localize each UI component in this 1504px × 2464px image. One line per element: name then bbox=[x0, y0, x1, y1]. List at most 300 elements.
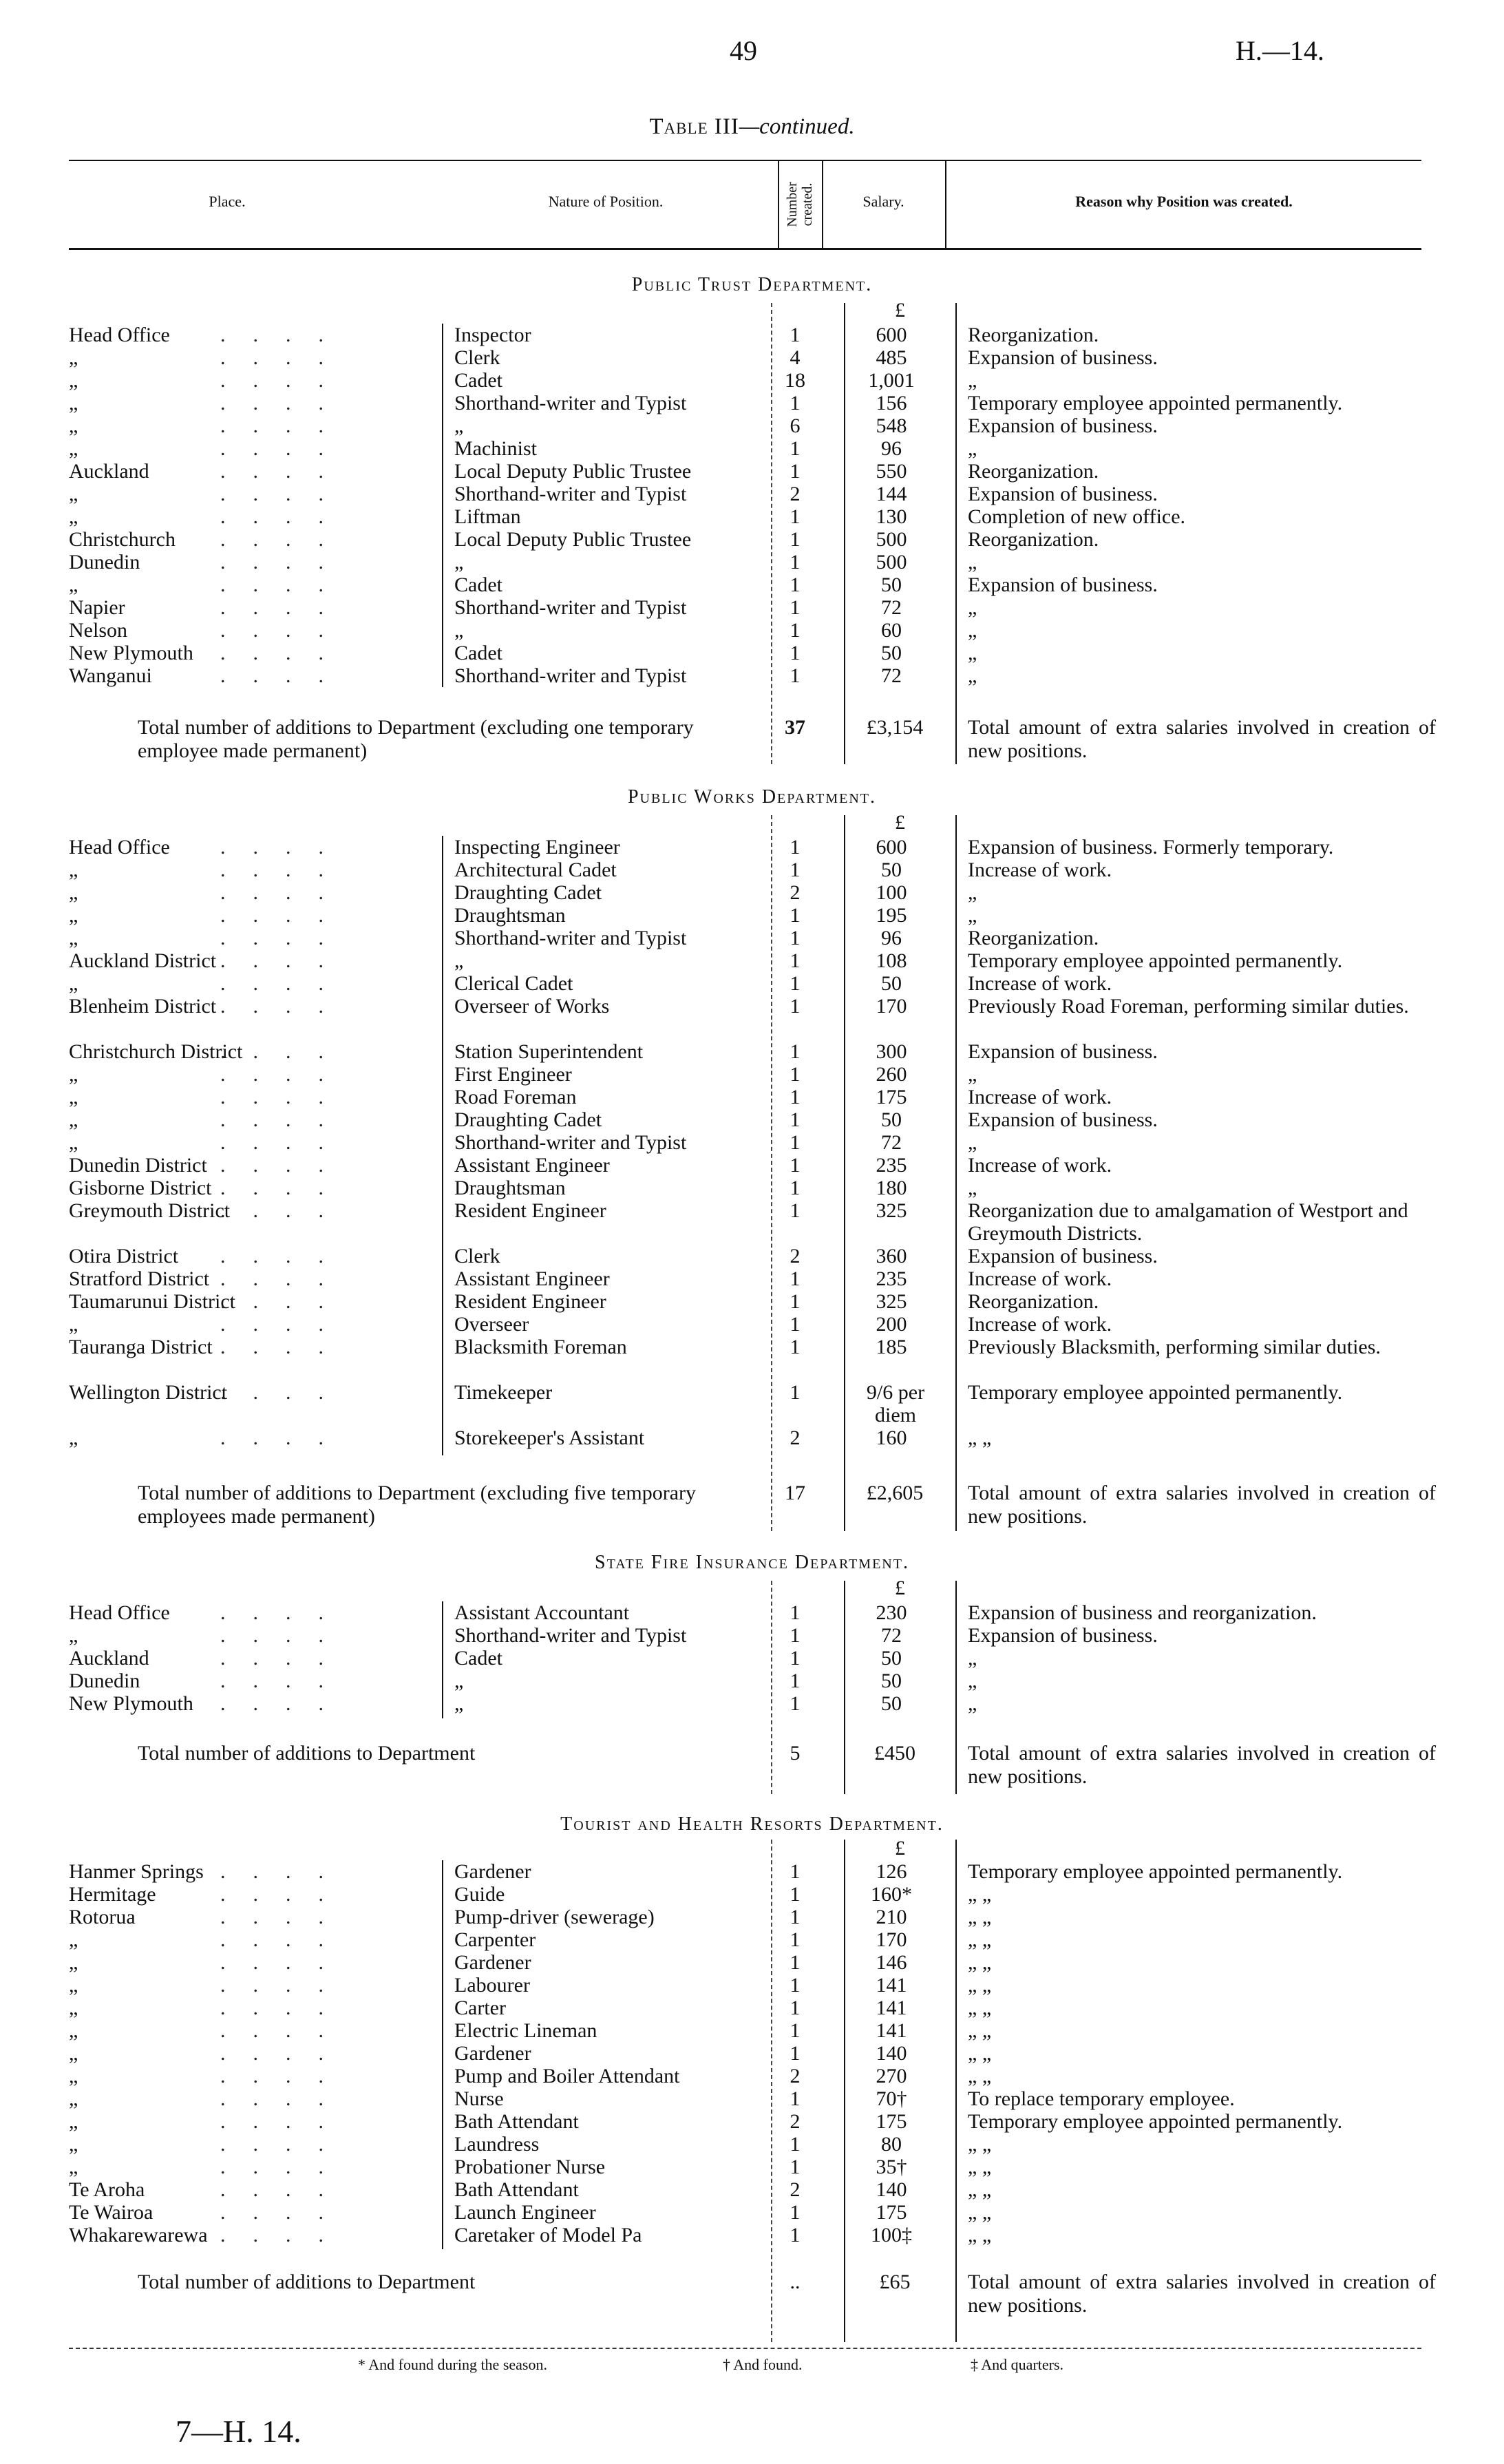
column-rule bbox=[771, 1581, 772, 1794]
nature-cell: Shorthand-writer and Typist bbox=[454, 483, 687, 505]
salary-cell: 156 bbox=[876, 392, 907, 414]
nature-cell: Timekeeper bbox=[454, 1381, 553, 1404]
place-cell: „ bbox=[69, 1624, 78, 1647]
leader-dots: .... bbox=[220, 1154, 351, 1177]
number-cell: 1 bbox=[790, 596, 801, 619]
number-cell: 1 bbox=[790, 1177, 801, 1199]
nature-cell: Probationer Nurse bbox=[454, 2156, 606, 2178]
table-row bbox=[0, 2065, 1504, 2087]
signature-mark: 7—H. 14. bbox=[176, 2414, 301, 2449]
nature-cell: Draughtsman bbox=[454, 904, 566, 927]
table-row bbox=[0, 1131, 1504, 1154]
place-cell: „ bbox=[69, 505, 78, 528]
leader-dots: .... bbox=[220, 1951, 351, 1974]
table-title bbox=[0, 114, 1504, 140]
table-row bbox=[0, 1624, 1504, 1647]
place-cell: Nelson bbox=[69, 619, 127, 642]
leader-dots: .... bbox=[220, 1670, 351, 1692]
number-cell: 1 bbox=[790, 1928, 801, 1951]
place-cell: „ bbox=[69, 437, 78, 460]
salary-cell: 550 bbox=[876, 460, 907, 483]
number-cell: 1 bbox=[790, 1040, 801, 1063]
table-row bbox=[0, 619, 1504, 642]
leader-dots: .... bbox=[220, 881, 351, 904]
table-row bbox=[0, 927, 1504, 949]
leader-dots: .... bbox=[220, 995, 351, 1018]
reason-cell: Increase of work. bbox=[968, 1154, 1112, 1177]
place-cell: Blenheim District bbox=[69, 995, 217, 1018]
reason-cell: „ „ bbox=[968, 1426, 992, 1449]
header-place: Place. bbox=[209, 193, 246, 210]
table-row bbox=[0, 881, 1504, 904]
number-cell: 1 bbox=[790, 551, 801, 573]
number-cell: 2 bbox=[790, 2065, 801, 2087]
section-rows bbox=[0, 1860, 1504, 2246]
table-header bbox=[69, 160, 1421, 251]
nature-cell: Storekeeper's Assistant bbox=[454, 1426, 645, 1449]
currency-symbol: £ bbox=[895, 1837, 905, 1860]
total-reason: Total amount of extra salaries involved in creation of new positions. bbox=[968, 1742, 1436, 1788]
number-cell: 1 bbox=[790, 1063, 801, 1086]
salary-cell: 170 bbox=[876, 995, 907, 1018]
leader-dots: .... bbox=[220, 1336, 351, 1358]
number-cell: 1 bbox=[790, 1381, 801, 1404]
leader-dots: .... bbox=[220, 1928, 351, 1951]
total-number: .. bbox=[790, 2271, 801, 2293]
column-rule bbox=[955, 303, 957, 764]
nature-cell: Local Deputy Public Trustee bbox=[454, 528, 692, 551]
salary-cell: 500 bbox=[876, 528, 907, 551]
reason-cell: „ „ bbox=[968, 2178, 992, 2201]
number-cell: 4 bbox=[790, 346, 801, 369]
nature-cell: Labourer bbox=[454, 1974, 530, 1997]
reason-cell: „ „ bbox=[968, 2224, 992, 2246]
column-rule bbox=[844, 1840, 845, 2342]
number-cell: 1 bbox=[790, 1860, 801, 1883]
table-row bbox=[0, 972, 1504, 995]
salary-cell: 270 bbox=[876, 2065, 907, 2087]
reason-cell: „ „ bbox=[968, 2065, 992, 2087]
place-cell: Te Wairoa bbox=[69, 2201, 153, 2224]
header-nature: Nature of Position. bbox=[548, 193, 664, 210]
place-cell: New Plymouth bbox=[69, 642, 193, 664]
place-cell: Stratford District bbox=[69, 1267, 210, 1290]
leader-dots: .... bbox=[220, 324, 351, 346]
place-cell: Dunedin bbox=[69, 551, 140, 573]
table-row bbox=[0, 1928, 1504, 1951]
table-row bbox=[0, 1313, 1504, 1336]
table-row bbox=[0, 528, 1504, 551]
total-label: Total number of additions to Department bbox=[138, 1742, 476, 1765]
table-row bbox=[0, 1426, 1504, 1449]
number-cell: 2 bbox=[790, 483, 801, 505]
table-row bbox=[0, 369, 1504, 392]
reason-cell: Increase of work. bbox=[968, 1267, 1112, 1290]
number-cell: 1 bbox=[790, 949, 801, 972]
reason-cell: „ bbox=[968, 619, 977, 642]
table-row bbox=[0, 1040, 1504, 1063]
reason-cell: „ bbox=[968, 369, 977, 392]
table-row bbox=[0, 1336, 1504, 1381]
number-cell: 1 bbox=[790, 1974, 801, 1997]
column-rule bbox=[442, 1860, 443, 2249]
table-row bbox=[0, 1692, 1504, 1715]
salary-cell: 230 bbox=[876, 1601, 907, 1624]
reason-cell: Expansion of business. bbox=[968, 1245, 1158, 1267]
reason-cell: Expansion of business. bbox=[968, 1040, 1158, 1063]
place-cell: New Plymouth bbox=[69, 1692, 193, 1715]
salary-cell: 60 bbox=[881, 619, 902, 642]
leader-dots: .... bbox=[220, 1313, 351, 1336]
place-cell: „ bbox=[69, 2019, 78, 2042]
leader-dots: .... bbox=[220, 1381, 351, 1404]
number-cell: 2 bbox=[790, 881, 801, 904]
leader-dots: .... bbox=[220, 392, 351, 414]
salary-cell: 126 bbox=[876, 1860, 907, 1883]
nature-cell: Shorthand-writer and Typist bbox=[454, 1624, 687, 1647]
salary-cell: 96 bbox=[881, 927, 902, 949]
nature-cell: Shorthand-writer and Typist bbox=[454, 596, 687, 619]
salary-cell: 72 bbox=[881, 1624, 902, 1647]
nature-cell: Clerk bbox=[454, 346, 500, 369]
table-row bbox=[0, 1951, 1504, 1974]
nature-cell: „ bbox=[454, 619, 464, 642]
place-cell: Gisborne District bbox=[69, 1177, 212, 1199]
place-cell: „ bbox=[69, 1131, 78, 1154]
column-rule bbox=[442, 836, 443, 1455]
nature-cell: Machinist bbox=[454, 437, 537, 460]
nature-cell: Assistant Engineer bbox=[454, 1267, 610, 1290]
section-rows bbox=[0, 1601, 1504, 1715]
total-label: Total number of additions to Department (excluding one temporary employee made permanent) bbox=[138, 716, 694, 762]
place-cell: „ bbox=[69, 1997, 78, 2019]
salary-cell: 141 bbox=[876, 1997, 907, 2019]
table-row bbox=[0, 1647, 1504, 1670]
nature-cell: Inspecting Engineer bbox=[454, 836, 620, 859]
header-divider bbox=[945, 160, 946, 249]
total-reason: Total amount of extra salaries involved in creation of new positions. bbox=[968, 2271, 1436, 2317]
leader-dots: .... bbox=[220, 505, 351, 528]
reason-cell: Expansion of business. bbox=[968, 573, 1158, 596]
leader-dots: .... bbox=[220, 1177, 351, 1199]
nature-cell: Cadet bbox=[454, 573, 502, 596]
table-row bbox=[0, 836, 1504, 859]
salary-cell: 96 bbox=[881, 437, 902, 460]
nature-cell: Bath Attendant bbox=[454, 2178, 579, 2201]
salary-cell: 325 bbox=[876, 1290, 907, 1313]
leader-dots: .... bbox=[220, 369, 351, 392]
leader-dots: .... bbox=[220, 972, 351, 995]
leader-dots: .... bbox=[220, 664, 351, 687]
nature-cell: Cadet bbox=[454, 1647, 502, 1670]
table-row bbox=[0, 2224, 1504, 2246]
reason-cell: Expansion of business. Formerly temporary. bbox=[968, 836, 1334, 859]
column-rule bbox=[955, 815, 957, 1531]
table-row bbox=[0, 1906, 1504, 1928]
number-cell: 1 bbox=[790, 392, 801, 414]
total-number: 37 bbox=[785, 716, 805, 739]
salary-cell: 72 bbox=[881, 596, 902, 619]
salary-cell: 50 bbox=[881, 1692, 902, 1715]
leader-dots: .... bbox=[220, 2042, 351, 2065]
reason-cell: „ bbox=[968, 596, 977, 619]
leader-dots: .... bbox=[220, 1199, 351, 1222]
place-cell: „ bbox=[69, 972, 78, 995]
salary-cell: 141 bbox=[876, 2019, 907, 2042]
table-row bbox=[0, 551, 1504, 573]
reason-cell: Previously Blacksmith, performing similar duties. bbox=[968, 1336, 1381, 1358]
place-cell: Auckland bbox=[69, 460, 149, 483]
nature-cell: Inspector bbox=[454, 324, 531, 346]
table-title-caps: Table III bbox=[649, 114, 739, 139]
reason-cell: Temporary employee appointed permanently. bbox=[968, 1860, 1343, 1883]
salary-cell: 200 bbox=[876, 1313, 907, 1336]
column-rule bbox=[771, 303, 772, 764]
salary-cell: 50 bbox=[881, 972, 902, 995]
table-row bbox=[0, 505, 1504, 528]
nature-cell: Electric Lineman bbox=[454, 2019, 597, 2042]
place-cell: Te Aroha bbox=[69, 2178, 145, 2201]
header-number: Number created. bbox=[785, 182, 816, 227]
total-salary: £450 bbox=[874, 1742, 915, 1765]
reason-cell: „ „ bbox=[968, 2201, 992, 2224]
number-cell: 1 bbox=[790, 1883, 801, 1906]
number-cell: 1 bbox=[790, 1336, 801, 1358]
table-row bbox=[0, 1108, 1504, 1131]
reason-cell: Expansion of business. bbox=[968, 483, 1158, 505]
currency-symbol: £ bbox=[895, 811, 905, 834]
reason-cell: „ „ bbox=[968, 1974, 992, 1997]
reason-cell: Expansion of business and reorganization. bbox=[968, 1601, 1317, 1624]
reason-cell: „ bbox=[968, 664, 977, 687]
total-label: Total number of additions to Department (excluding five temporary employees made permanent) bbox=[138, 1482, 696, 1528]
column-rule bbox=[844, 815, 845, 1531]
place-cell: Head Office bbox=[69, 836, 170, 859]
reason-cell: Increase of work. bbox=[968, 1313, 1112, 1336]
nature-cell: Overseer bbox=[454, 1313, 529, 1336]
table-row bbox=[0, 2178, 1504, 2201]
leader-dots: .... bbox=[220, 2224, 351, 2246]
leader-dots: .... bbox=[220, 2178, 351, 2201]
leader-dots: .... bbox=[220, 437, 351, 460]
salary-cell: 50 bbox=[881, 859, 902, 881]
footnote-rule bbox=[69, 2348, 1421, 2349]
table-row bbox=[0, 642, 1504, 664]
total-salary: £3,154 bbox=[866, 716, 924, 739]
place-cell: „ bbox=[69, 573, 78, 596]
number-cell: 1 bbox=[790, 2019, 801, 2042]
leader-dots: .... bbox=[220, 1906, 351, 1928]
salary-cell: 100 bbox=[876, 881, 907, 904]
section-title: Tourist and Health Resorts Department. bbox=[560, 1813, 944, 1835]
salary-cell: 70† bbox=[876, 2087, 907, 2110]
table-row bbox=[0, 2156, 1504, 2178]
leader-dots: .... bbox=[220, 414, 351, 437]
place-cell: „ bbox=[69, 414, 78, 437]
table-row bbox=[0, 2133, 1504, 2156]
number-cell: 1 bbox=[790, 904, 801, 927]
section-title: Public Trust Department. bbox=[631, 274, 873, 295]
leader-dots: .... bbox=[220, 1267, 351, 1290]
number-cell: 1 bbox=[790, 2042, 801, 2065]
section-rows bbox=[0, 324, 1504, 687]
table-row bbox=[0, 1670, 1504, 1692]
column-rule bbox=[442, 324, 443, 687]
place-cell: Dunedin District bbox=[69, 1154, 207, 1177]
number-cell: 1 bbox=[790, 859, 801, 881]
total-number: 17 bbox=[785, 1482, 805, 1504]
salary-cell: 500 bbox=[876, 551, 907, 573]
nature-cell: „ bbox=[454, 949, 464, 972]
reason-cell: Temporary employee appointed permanently. bbox=[968, 392, 1343, 414]
section-title: Public Works Department. bbox=[627, 786, 877, 808]
number-cell: 1 bbox=[790, 619, 801, 642]
salary-cell: 72 bbox=[881, 664, 902, 687]
leader-dots: .... bbox=[220, 1624, 351, 1647]
number-cell: 2 bbox=[790, 1245, 801, 1267]
place-cell: Tauranga District bbox=[69, 1336, 213, 1358]
number-cell: 1 bbox=[790, 1670, 801, 1692]
nature-cell: Road Foreman bbox=[454, 1086, 577, 1108]
salary-cell: 144 bbox=[876, 483, 907, 505]
number-cell: 2 bbox=[790, 2178, 801, 2201]
nature-cell: Clerk bbox=[454, 1245, 500, 1267]
number-cell: 1 bbox=[790, 1997, 801, 2019]
table-row bbox=[0, 2201, 1504, 2224]
reason-cell: „ bbox=[968, 1692, 977, 1715]
currency-symbol: £ bbox=[895, 1577, 905, 1599]
number-cell: 1 bbox=[790, 664, 801, 687]
nature-cell: Shorthand-writer and Typist bbox=[454, 392, 687, 414]
place-cell: Christchurch bbox=[69, 528, 176, 551]
place-cell: Auckland District bbox=[69, 949, 217, 972]
number-cell: 1 bbox=[790, 324, 801, 346]
table-row bbox=[0, 949, 1504, 972]
nature-cell: Laundress bbox=[454, 2133, 540, 2156]
reason-cell: „ „ bbox=[968, 1997, 992, 2019]
place-cell: „ bbox=[69, 881, 78, 904]
reason-cell: Increase of work. bbox=[968, 859, 1112, 881]
place-cell: Dunedin bbox=[69, 1670, 140, 1692]
header-reason: Reason why Position was created. bbox=[1075, 193, 1293, 210]
leader-dots: .... bbox=[220, 460, 351, 483]
place-cell: „ bbox=[69, 1951, 78, 1974]
column-rule bbox=[771, 1840, 772, 2342]
salary-cell: 1,001 bbox=[868, 369, 915, 392]
nature-cell: Gardener bbox=[454, 1951, 531, 1974]
place-cell: „ bbox=[69, 369, 78, 392]
place-cell: „ bbox=[69, 859, 78, 881]
salary-cell: 360 bbox=[876, 1245, 907, 1267]
number-cell: 1 bbox=[790, 2133, 801, 2156]
place-cell: Whakarewarewa bbox=[69, 2224, 208, 2246]
table-row bbox=[0, 1199, 1504, 1245]
nature-cell: Assistant Accountant bbox=[454, 1601, 630, 1624]
number-cell: 1 bbox=[790, 1906, 801, 1928]
reason-cell: „ bbox=[968, 437, 977, 460]
nature-cell: Gardener bbox=[454, 2042, 531, 2065]
nature-cell: „ bbox=[454, 551, 464, 573]
reason-cell: Reorganization. bbox=[968, 927, 1099, 949]
salary-cell: 175 bbox=[876, 2201, 907, 2224]
salary-cell: 108 bbox=[876, 949, 907, 972]
leader-dots: .... bbox=[220, 528, 351, 551]
leader-dots: .... bbox=[220, 2065, 351, 2087]
leader-dots: .... bbox=[220, 904, 351, 927]
place-cell: Greymouth District bbox=[69, 1199, 231, 1222]
leader-dots: .... bbox=[220, 2019, 351, 2042]
table-row bbox=[0, 1974, 1504, 1997]
section-rows bbox=[0, 836, 1504, 1449]
number-cell: 1 bbox=[790, 528, 801, 551]
number-cell: 1 bbox=[790, 1647, 801, 1670]
reason-cell: Temporary employee appointed permanently. bbox=[968, 949, 1343, 972]
leader-dots: .... bbox=[220, 1131, 351, 1154]
salary-cell: 175 bbox=[876, 1086, 907, 1108]
table-row bbox=[0, 859, 1504, 881]
place-cell: Head Office bbox=[69, 1601, 170, 1624]
leader-dots: .... bbox=[220, 1692, 351, 1715]
number-cell: 1 bbox=[790, 1601, 801, 1624]
nature-cell: Overseer of Works bbox=[454, 995, 610, 1018]
table-row bbox=[0, 1290, 1504, 1313]
place-cell: „ bbox=[69, 1928, 78, 1951]
reason-cell: Temporary employee appointed permanently. bbox=[968, 1381, 1343, 1404]
reason-cell: Reorganization. bbox=[968, 324, 1099, 346]
leader-dots: .... bbox=[220, 2201, 351, 2224]
nature-cell: Draughtsman bbox=[454, 1177, 566, 1199]
place-cell: „ bbox=[69, 2110, 78, 2133]
salary-cell: 50 bbox=[881, 642, 902, 664]
place-cell: Wanganui bbox=[69, 664, 152, 687]
reason-cell: „ „ bbox=[968, 2042, 992, 2065]
leader-dots: .... bbox=[220, 1108, 351, 1131]
leader-dots: .... bbox=[220, 836, 351, 859]
column-rule bbox=[844, 303, 845, 764]
nature-cell: Caretaker of Model Pa bbox=[454, 2224, 642, 2246]
place-cell: Christchurch District bbox=[69, 1040, 243, 1063]
reason-cell: Increase of work. bbox=[968, 972, 1112, 995]
number-cell: 1 bbox=[790, 1313, 801, 1336]
nature-cell: Cadet bbox=[454, 369, 502, 392]
page-reference: H.—14. bbox=[1236, 35, 1324, 66]
nature-cell: „ bbox=[454, 1692, 464, 1715]
table-title-italic: —continued. bbox=[739, 114, 855, 139]
total-reason: Total amount of extra salaries involved in creation of new positions. bbox=[968, 716, 1436, 762]
table-row bbox=[0, 596, 1504, 619]
footnote: † And found. bbox=[723, 2356, 803, 2373]
number-cell: 1 bbox=[790, 2087, 801, 2110]
header-bottom-rule bbox=[69, 248, 1421, 250]
table-row bbox=[0, 1381, 1504, 1426]
leader-dots: .... bbox=[220, 551, 351, 573]
table-row bbox=[0, 1245, 1504, 1267]
number-cell: 1 bbox=[790, 1154, 801, 1177]
table-row bbox=[0, 1154, 1504, 1177]
reason-cell: Previously Road Foreman, performing similar duties. bbox=[968, 995, 1409, 1018]
place-cell: „ bbox=[69, 1426, 78, 1449]
total-salary: £2,605 bbox=[866, 1482, 924, 1504]
table-row bbox=[0, 2019, 1504, 2042]
place-cell: „ bbox=[69, 2042, 78, 2065]
nature-cell: Draughting Cadet bbox=[454, 1108, 602, 1131]
table-row bbox=[0, 2110, 1504, 2133]
nature-cell: Shorthand-writer and Typist bbox=[454, 664, 687, 687]
salary-cell: 72 bbox=[881, 1131, 902, 1154]
number-cell: 1 bbox=[790, 2156, 801, 2178]
salary-cell: 50 bbox=[881, 573, 902, 596]
salary-cell: 210 bbox=[876, 1906, 907, 1928]
